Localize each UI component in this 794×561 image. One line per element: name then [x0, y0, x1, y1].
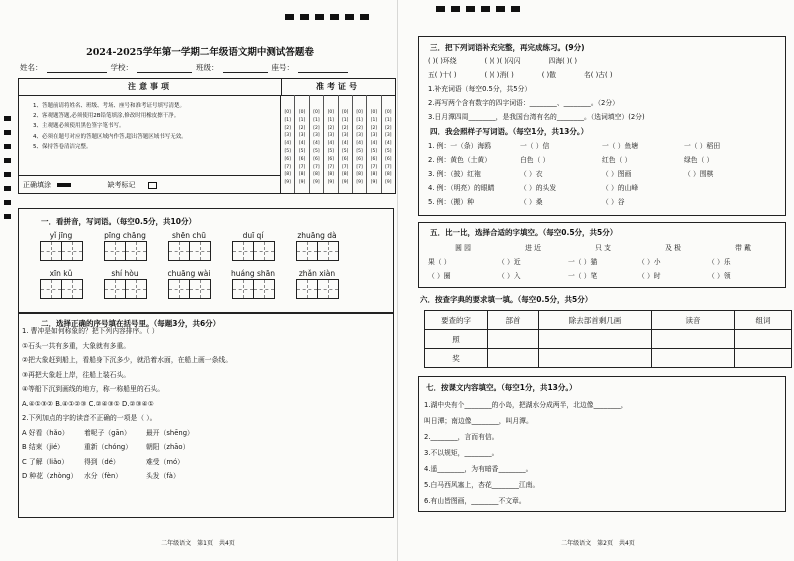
page-1-footer: 二年级语文 第1页 共4页 — [161, 540, 235, 547]
s4-item[interactable]: （ ）围棋 — [684, 170, 714, 178]
ticket-digit[interactable]: [5] — [370, 148, 378, 154]
q1-choices: A.④①③② B.④①②③ C.②④③① D.②③④① — [22, 399, 154, 408]
idiom-blank[interactable]: ( )散 — [541, 71, 556, 79]
pinyin-text: yǐ jīng — [49, 231, 73, 240]
ticket-digit[interactable]: [1] — [313, 117, 320, 123]
ticket-digit[interactable]: [8] — [284, 172, 291, 178]
s4-row — [428, 139, 766, 153]
s4-item[interactable]: 绿色（ ） — [684, 156, 714, 164]
class-label: 班级： — [196, 63, 219, 72]
section-1-pinyin — [18, 208, 394, 314]
ticket-column[interactable] — [310, 95, 324, 193]
s4-item[interactable]: 一（ ）鱼塘 — [602, 142, 639, 150]
ticket-digit[interactable]: [3] — [370, 133, 378, 139]
s4-item[interactable]: （ ）谷 — [602, 198, 625, 206]
q2-option-row — [22, 426, 392, 441]
dict-header: 除去部首剩几画 — [539, 311, 652, 330]
s7-line[interactable]: 3.不以规矩，________。 — [424, 449, 499, 457]
notice-item: 4、必须在题号对应的答题区域内作答,超出答题区域书写无效。 — [33, 133, 187, 140]
q2-option: 得到（dé） — [84, 457, 120, 466]
ticket-digit[interactable]: [6] — [327, 156, 334, 162]
ticket-digit[interactable]: [9] — [385, 180, 392, 186]
q2-option: 头发（fà） — [146, 472, 180, 480]
ticket-column[interactable] — [295, 95, 309, 193]
ticket-digit[interactable]: [6] — [385, 156, 392, 162]
ticket-digit[interactable]: [1] — [327, 117, 334, 123]
section-3-title: 三．把下列词语补充完整，再完成练习。(9分) — [430, 43, 585, 52]
pinyin-text: xīn kǔ — [49, 269, 73, 278]
s4-item[interactable]: （ ）桑 — [520, 198, 543, 206]
ticket-digit[interactable]: [3] — [356, 133, 363, 139]
dict-char: 奖 — [425, 349, 488, 368]
notice-list — [19, 95, 281, 175]
ticket-digit[interactable]: [4] — [313, 141, 320, 147]
section-2-questions — [22, 324, 392, 484]
ticket-digit[interactable]: [0] — [284, 110, 291, 115]
q2-option: 水分（fèn） — [84, 472, 123, 480]
q2-option-row — [22, 440, 392, 455]
ticket-digit[interactable]: [7] — [356, 164, 363, 170]
s5-item[interactable]: （ ）时 — [638, 272, 661, 280]
ticket-digit[interactable]: [8] — [385, 172, 392, 178]
writing-grid[interactable] — [254, 279, 275, 299]
s7-line[interactable]: 4.遥________，为有暗香________。 — [424, 465, 533, 473]
ticket-number-title: 准考证号 — [281, 79, 395, 96]
ticket-digit[interactable]: [6] — [356, 156, 363, 162]
s4-item: 4. 例：（明亮）的眼睛 — [428, 184, 495, 192]
s3-q2: 2.再写两个含有数字的四字词语：________、________。（2分） — [428, 99, 619, 107]
ticket-digit[interactable]: [7] — [284, 164, 291, 170]
ticket-digit[interactable]: [1] — [385, 117, 392, 123]
writing-grid[interactable] — [126, 279, 147, 299]
dict-header: 要查的字 — [425, 311, 488, 330]
pinyin-item — [291, 269, 343, 299]
section-1-title: 一．看拼音，写词语。（每空0.5分，共10分） — [41, 217, 196, 226]
page-2-footer: 二年级语文 第2页 共4页 — [561, 540, 635, 547]
q2-option: A 好看（hǎo） — [22, 428, 69, 437]
ticket-digit[interactable]: [8] — [298, 172, 306, 178]
writing-grids — [35, 279, 87, 299]
writing-grid[interactable] — [232, 279, 254, 299]
s3-row-2 — [428, 69, 613, 79]
s4-item[interactable]: 白色（ ） — [520, 156, 550, 164]
writing-grid[interactable] — [296, 241, 318, 261]
ticket-digit[interactable]: [2] — [370, 125, 378, 131]
ticket-column[interactable] — [281, 95, 295, 193]
ticket-digit[interactable]: [4] — [370, 141, 378, 147]
idiom-blank[interactable]: ( )( )( )闪闪 — [484, 57, 521, 65]
writing-grid[interactable] — [40, 241, 62, 261]
pinyin-item — [291, 231, 343, 261]
ticket-digit[interactable]: [0] — [313, 110, 320, 115]
writing-grids — [99, 279, 151, 299]
s5-item: 及 极 — [665, 244, 681, 252]
q2-option-row — [22, 455, 392, 470]
ticket-digit[interactable]: [7] — [385, 164, 392, 170]
writing-grids — [163, 241, 215, 261]
writing-grid[interactable] — [62, 279, 83, 299]
ticket-digit[interactable]: [3] — [327, 133, 334, 139]
pinyin-text: duī qí — [242, 231, 264, 240]
ticket-digit[interactable]: [1] — [370, 117, 378, 123]
ticket-digit[interactable]: [0] — [342, 110, 349, 115]
absent-checkbox[interactable] — [148, 182, 157, 189]
writing-grid[interactable] — [190, 279, 211, 299]
section-2-title: 二．选择正确的序号填在括号里。（每题3分，共6分） — [41, 319, 221, 328]
writing-grid[interactable] — [126, 241, 147, 261]
seat-field[interactable] — [298, 63, 348, 73]
pinyin-item — [99, 231, 151, 261]
q2-options — [22, 426, 392, 484]
ticket-digit[interactable]: [2] — [327, 125, 334, 131]
pinyin-row-1 — [35, 231, 343, 261]
ticket-digit[interactable]: [0] — [298, 110, 306, 115]
pinyin-row-2 — [35, 269, 343, 299]
dict-cell[interactable] — [735, 330, 792, 349]
idiom-blank[interactable]: 名( )古( ) — [584, 71, 613, 79]
ticket-digit[interactable]: [6] — [342, 156, 349, 162]
notice-title: 注意事项 — [19, 79, 282, 96]
notice-and-ticket-table — [18, 78, 396, 194]
idiom-blank[interactable]: ( )( )环绕 — [428, 57, 457, 65]
ticket-digit[interactable]: [2] — [284, 125, 291, 131]
ticket-digit[interactable]: [2] — [356, 125, 363, 131]
idiom-blank[interactable]: 五( )十( ) — [428, 71, 457, 79]
s4-item: 5. 例：（搬）种 — [428, 198, 475, 206]
dict-row — [425, 330, 792, 349]
answer-sheet-page-2 — [397, 0, 794, 561]
q2-option: 着呢子（gān） — [84, 428, 131, 437]
ticket-digit[interactable]: [7] — [342, 164, 349, 170]
ticket-digit[interactable]: [9] — [370, 180, 378, 186]
dict-cell[interactable] — [735, 349, 792, 368]
ticket-digit[interactable]: [4] — [356, 141, 363, 147]
pinyin-item — [227, 231, 279, 261]
name-field[interactable] — [47, 63, 107, 73]
ticket-digit[interactable]: [9] — [327, 180, 334, 186]
alignment-marks-top-2 — [436, 6, 520, 12]
ticket-digit[interactable]: [5] — [298, 148, 306, 154]
s5-item: 圆 园 — [455, 244, 471, 252]
q2-option: 难受（mó） — [146, 457, 184, 466]
s5-row-1 — [428, 256, 778, 266]
ticket-digit[interactable]: [9] — [342, 180, 349, 186]
ticket-digit[interactable]: [7] — [370, 164, 378, 170]
ticket-digit[interactable]: [7] — [327, 164, 334, 170]
s5-item[interactable]: （ ）小 — [638, 258, 661, 266]
ticket-digit[interactable]: [5] — [313, 148, 320, 154]
question-2: 2.下列加点的字的读音不正确的一项是（ ）。 — [22, 414, 157, 422]
ticket-column[interactable] — [324, 95, 338, 193]
s5-pairs — [428, 242, 778, 252]
ticket-digit[interactable]: [8] — [313, 172, 320, 178]
ticket-column[interactable] — [353, 95, 367, 193]
ticket-column[interactable] — [339, 95, 353, 193]
q2-option: D 种花（zhòng） — [22, 472, 78, 480]
s5-item[interactable]: （ ）乐 — [708, 258, 731, 266]
q1-option: ①石头一共有多重，大象就有多重。 — [22, 341, 131, 350]
ticket-digit[interactable]: [0] — [370, 110, 378, 115]
writing-grid[interactable] — [168, 241, 190, 261]
s7-line[interactable]: 6.有山皆图画，________不文章。 — [424, 497, 526, 505]
pinyin-text: shēn chū — [171, 231, 207, 240]
idiom-blank[interactable]: 四海( )( ) — [548, 57, 578, 65]
dict-cell[interactable] — [652, 330, 735, 349]
dictionary-table — [424, 310, 792, 368]
ticket-digit[interactable]: [0] — [385, 110, 392, 115]
s4-item[interactable]: 一（ ）稻田 — [684, 142, 721, 150]
ticket-digit[interactable]: [0] — [356, 110, 363, 115]
ticket-digit[interactable]: [3] — [313, 133, 320, 139]
ticket-digit[interactable]: [8] — [342, 172, 349, 178]
writing-grid[interactable] — [168, 279, 190, 299]
writing-grid[interactable] — [190, 241, 211, 261]
ticket-digit[interactable]: [6] — [313, 156, 320, 162]
s5-item: 只 支 — [595, 244, 611, 252]
pinyin-text: pīng chāng — [104, 231, 146, 240]
q1-option: ③再把大象赶上岸，往船上装石头。 — [22, 370, 131, 379]
ticket-digit[interactable]: [6] — [284, 156, 291, 162]
ticket-digit[interactable]: [8] — [327, 172, 334, 178]
s5-item[interactable]: （ ）领 — [708, 272, 731, 280]
ticket-digit[interactable]: [5] — [342, 148, 349, 154]
idiom-blank[interactable]: ( )( )消( ) — [484, 71, 514, 79]
ticket-digit[interactable]: [2] — [313, 125, 320, 131]
filled-mark-icon — [57, 183, 71, 187]
s4-rows — [428, 139, 766, 209]
notice-item: 5、保持答卷清洁完整。 — [33, 143, 92, 150]
s4-item: 3. 例：（披）红袍 — [428, 170, 481, 178]
dict-row — [425, 349, 792, 368]
dict-cell[interactable] — [488, 330, 539, 349]
s7-line[interactable]: 1.湖中央有个________的小岛，把湖水分成两半，北边像________， — [424, 401, 628, 409]
s5-item: 进 近 — [525, 244, 541, 252]
pinyin-item — [163, 231, 215, 261]
s4-item[interactable]: （ ）衣 — [520, 170, 543, 178]
writing-grid[interactable] — [254, 241, 275, 261]
writing-grids — [99, 241, 151, 261]
ticket-digit[interactable]: [3] — [284, 133, 291, 139]
ticket-digit[interactable]: [4] — [284, 141, 291, 147]
q1-option: ②把大象赶到船上，看船身下沉多少，就沿着水面，在船上画一条线。 — [22, 356, 232, 364]
question-1: 1. 曹冲是如何称象的？把下列内容排序。（ ） — [22, 327, 159, 335]
writing-grid[interactable] — [104, 241, 126, 261]
ticket-digit[interactable]: [2] — [298, 125, 306, 131]
notice-item: 1、答题前请将姓名、班级、考场、座号和准考证号填写清楚。 — [33, 103, 186, 109]
writing-grids — [291, 241, 343, 261]
s5-item: 带 戴 — [735, 244, 751, 252]
pinyin-item — [163, 269, 215, 299]
pinyin-item — [99, 269, 151, 299]
s3-q3: 3.日月潭四周________，是我国台湾有名的________。（选词填空）(2分) — [428, 113, 645, 121]
section-5-title: 五．比一比，选择合适的字填空。（每空0.5分，共5分） — [430, 228, 618, 237]
s4-row — [428, 167, 766, 181]
name-label: 姓名： — [20, 63, 43, 72]
dict-char: 照 — [425, 330, 488, 349]
s4-item[interactable]: （ ）图画 — [602, 170, 632, 178]
ticket-digit[interactable]: [7] — [313, 164, 320, 170]
notice-item: 2、客观题答题,必须使用2B铅笔填涂,修改时用橡皮擦干净。 — [33, 113, 180, 120]
s7-line[interactable]: 5.白马西风塞上，杏花________江南。 — [424, 481, 540, 489]
ticket-digit[interactable]: [4] — [385, 141, 392, 147]
fill-label: 正确填涂 — [23, 181, 51, 189]
s7-lines — [424, 397, 628, 509]
pinyin-text: zhǎn xiàn — [298, 269, 336, 278]
dict-cell[interactable] — [652, 349, 735, 368]
pinyin-text: chuāng wài — [167, 269, 211, 278]
ticket-digit[interactable]: [9] — [313, 180, 320, 186]
s5-item[interactable]: 一（ ）笔 — [568, 272, 598, 280]
exam-title: 2024-2025学年第一学期二年级语文期中测试答题卷 — [86, 47, 314, 58]
ticket-digit[interactable]: [6] — [298, 156, 306, 162]
s5-item[interactable]: （ ）入 — [498, 272, 521, 280]
writing-grids — [163, 279, 215, 299]
writing-grid[interactable] — [62, 241, 83, 261]
section-4-title: 四．我会照样子写词语。（每空1分，共13分。） — [430, 127, 589, 136]
ticket-digit[interactable]: [9] — [298, 180, 306, 186]
s5-item[interactable]: 一（ ）猫 — [568, 258, 598, 266]
q2-option: 朝阳（zhāo） — [146, 443, 190, 451]
section-6-title: 六．按查字典的要求填一填。（每空0.5分，共5分） — [420, 295, 593, 304]
ticket-digit[interactable]: [0] — [327, 110, 334, 115]
class-field[interactable] — [223, 63, 268, 73]
ticket-digit[interactable]: [9] — [284, 180, 291, 186]
s4-item[interactable]: （ ）的山峰 — [602, 184, 639, 192]
ticket-digit[interactable]: [7] — [298, 164, 306, 170]
alignment-marks-top — [285, 14, 369, 20]
alignment-marks-side — [4, 116, 11, 219]
ticket-column[interactable] — [367, 95, 381, 193]
dict-header: 组词 — [735, 311, 792, 330]
s4-item[interactable]: （ ）的头发 — [520, 184, 557, 192]
dict-cell[interactable] — [488, 349, 539, 368]
s7-line[interactable]: 2.________，言而有信。 — [424, 433, 499, 441]
pinyin-text: huáng shān — [230, 269, 275, 278]
writing-grids — [227, 279, 279, 299]
s4-row — [428, 195, 766, 209]
fill-example-row — [19, 175, 281, 193]
q2-option: B 结束（jié） — [22, 443, 64, 451]
q2-option: 最开（shēng） — [146, 428, 194, 437]
ticket-digit[interactable]: [1] — [342, 117, 349, 123]
s4-item: 2. 例：黄色（土黄） — [428, 156, 492, 164]
seat-label: 座号： — [271, 63, 294, 72]
s3-row-1 — [428, 55, 577, 65]
s4-row — [428, 181, 766, 195]
dict-cell[interactable] — [539, 349, 652, 368]
ticket-digit[interactable]: [5] — [385, 148, 392, 154]
s3-q1: 1.补充词语（每空0.5分，共5分） — [428, 85, 532, 93]
q2-option-row — [22, 469, 392, 484]
absent-label: 缺考标记 — [107, 181, 136, 189]
s5-item[interactable]: （ ）圈 — [428, 272, 451, 280]
ticket-number-grid[interactable] — [281, 95, 395, 193]
ticket-column[interactable] — [382, 95, 395, 193]
writing-grid[interactable] — [232, 241, 254, 261]
school-field[interactable] — [137, 63, 192, 73]
s4-item[interactable]: 一（ ）信 — [520, 142, 550, 150]
ticket-digit[interactable]: [2] — [342, 125, 349, 131]
s4-item[interactable]: 红色（ ） — [602, 156, 632, 164]
ticket-digit[interactable]: [4] — [342, 141, 349, 147]
pinyin-item — [35, 269, 87, 299]
s5-item[interactable]: 果（ ） — [428, 258, 451, 266]
ticket-digit[interactable]: [1] — [356, 117, 363, 123]
ticket-digit[interactable]: [4] — [298, 141, 306, 147]
ticket-digit[interactable]: [8] — [356, 172, 363, 178]
dict-cell[interactable] — [539, 330, 652, 349]
writing-grid[interactable] — [40, 279, 62, 299]
dict-header: 读音 — [652, 311, 735, 330]
q2-option: 重新（chóng） — [84, 443, 133, 451]
dict-header-row — [425, 311, 792, 330]
ticket-digit[interactable]: [6] — [370, 156, 378, 162]
q1-option: ④等船下沉到画线的地方，称一称船里的石头。 — [22, 385, 165, 393]
dict-header: 部首 — [488, 311, 539, 330]
notice-item: 3、主观题必须使用黑色签字笔书写。 — [33, 123, 125, 130]
ticket-digit[interactable]: [3] — [342, 133, 349, 139]
writing-grids — [291, 279, 343, 299]
writing-grid[interactable] — [296, 279, 318, 299]
ticket-digit[interactable]: [9] — [356, 180, 363, 186]
pinyin-text: zhuāng dà — [297, 231, 337, 240]
writing-grids — [35, 241, 87, 261]
pinyin-text: shí hòu — [111, 269, 139, 278]
ticket-digit[interactable]: [5] — [327, 148, 334, 154]
writing-grid[interactable] — [318, 279, 339, 299]
pinyin-item — [227, 269, 279, 299]
ticket-digit[interactable]: [3] — [298, 133, 306, 139]
q2-option: C 了解（liǎo） — [22, 457, 69, 466]
ticket-digit[interactable]: [2] — [385, 125, 392, 131]
s7-line[interactable]: 叫日潭；南边像________，叫月潭。 — [424, 417, 533, 425]
writing-grids — [227, 241, 279, 261]
s4-item: 1. 例：一（条）海鸥 — [428, 142, 492, 150]
s5-row-2 — [428, 270, 778, 280]
ticket-digit[interactable]: [3] — [385, 133, 392, 139]
pinyin-item — [35, 231, 87, 261]
s4-row — [428, 153, 766, 167]
section-7-title: 七．按课文内容填空。（每空1分，共13分。） — [426, 383, 577, 392]
ticket-digit[interactable]: [1] — [284, 117, 291, 123]
writing-grid[interactable] — [104, 279, 126, 299]
ticket-digit[interactable]: [4] — [327, 141, 334, 147]
ticket-digit[interactable]: [1] — [298, 117, 306, 123]
ticket-digit[interactable]: [5] — [284, 148, 291, 154]
student-info-row — [20, 62, 390, 73]
ticket-digit[interactable]: [8] — [370, 172, 378, 178]
s5-item[interactable]: （ ）近 — [498, 258, 521, 266]
school-label: 学校： — [110, 63, 133, 72]
ticket-digit[interactable]: [5] — [356, 148, 363, 154]
writing-grid[interactable] — [318, 241, 339, 261]
